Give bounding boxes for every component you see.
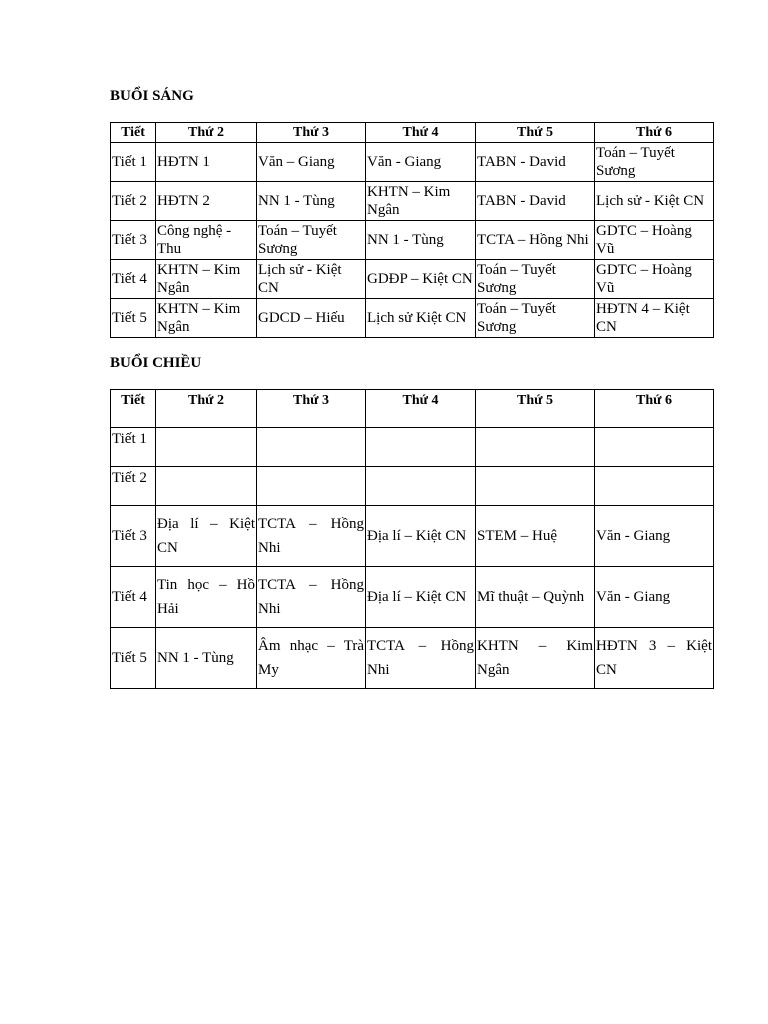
afternoon-timetable [110, 389, 714, 689]
table-cell: Địa lí – Kiệt CN [156, 506, 257, 567]
table-row [111, 628, 714, 689]
header-row [111, 390, 714, 428]
table-cell [257, 467, 366, 506]
table-cell: GDĐP – Kiệt CN [366, 260, 476, 299]
table-cell [156, 467, 257, 506]
table-cell [476, 428, 595, 467]
table-cell: TCTA – Hồng Nhi [476, 221, 595, 260]
morning-timetable [110, 122, 714, 338]
table-cell: GDTC – Hoàng Vũ [595, 221, 714, 260]
table-row [111, 143, 714, 182]
table-cell: HĐTN 4 – Kiệt CN [595, 299, 714, 338]
table-cell: NN 1 - Tùng [366, 221, 476, 260]
table-cell: HĐTN 1 [156, 143, 257, 182]
row-label: Tiết 4 [111, 567, 156, 628]
header-wednesday: Thứ 4 [366, 123, 476, 143]
table-row [111, 467, 714, 506]
table-cell: HĐTN 2 [156, 182, 257, 221]
table-cell: Toán – Tuyết Sương [257, 221, 366, 260]
table-cell: GDTC – Hoàng Vũ [595, 260, 714, 299]
table-cell: TABN - David [476, 182, 595, 221]
table-cell: NN 1 - Tùng [257, 182, 366, 221]
header-wednesday: Thứ 4 [366, 390, 476, 428]
morning-section-title: BUỔI SÁNG [110, 88, 194, 104]
table-cell: Toán – Tuyết Sương [595, 143, 714, 182]
table-cell: Âm nhạc – Trà My [257, 628, 366, 689]
header-tuesday: Thứ 3 [257, 123, 366, 143]
table-cell: TCTA – Hồng Nhi [257, 506, 366, 567]
table-row [111, 506, 714, 567]
row-label: Tiết 5 [111, 628, 156, 689]
table-cell [366, 467, 476, 506]
table-cell: Toán – Tuyết Sương [476, 299, 595, 338]
row-label: Tiết 5 [111, 299, 156, 338]
table-row [111, 182, 714, 221]
table-cell: KHTN – Kim Ngân [156, 260, 257, 299]
table-cell [476, 467, 595, 506]
table-cell: NN 1 - Tùng [156, 628, 257, 689]
header-period: Tiết [111, 390, 156, 428]
table-cell [595, 428, 714, 467]
table-cell: Văn - Giang [595, 506, 714, 567]
row-label: Tiết 1 [111, 143, 156, 182]
table-cell [595, 467, 714, 506]
table-cell: KHTN – Kim Ngân [366, 182, 476, 221]
row-label: Tiết 3 [111, 506, 156, 567]
table-cell: Địa lí – Kiệt CN [366, 506, 476, 567]
table-cell: KHTN – Kim Ngân [156, 299, 257, 338]
row-label: Tiết 4 [111, 260, 156, 299]
table-cell: Lịch sử - Kiệt CN [257, 260, 366, 299]
table-cell: Địa lí – Kiệt CN [366, 567, 476, 628]
table-cell: TCTA – Hồng Nhi [366, 628, 476, 689]
table-cell: TCTA – Hồng Nhi [257, 567, 366, 628]
header-thursday: Thứ 5 [476, 123, 595, 143]
header-monday: Thứ 2 [156, 390, 257, 428]
table-cell: Công nghệ - Thu [156, 221, 257, 260]
header-friday: Thứ 6 [595, 123, 714, 143]
table-cell: Lịch sử Kiệt CN [366, 299, 476, 338]
table-cell: HĐTN 3 – Kiệt CN [595, 628, 714, 689]
table-cell: Toán – Tuyết Sương [476, 260, 595, 299]
table-cell: TABN - David [476, 143, 595, 182]
table-row [111, 428, 714, 467]
table-cell [156, 428, 257, 467]
header-thursday: Thứ 5 [476, 390, 595, 428]
table-cell [366, 428, 476, 467]
table-cell: Văn - Giang [366, 143, 476, 182]
table-cell: Mĩ thuật – Quỳnh [476, 567, 595, 628]
table-row [111, 299, 714, 338]
header-row [111, 123, 714, 143]
table-cell: STEM – Huệ [476, 506, 595, 567]
row-label: Tiết 2 [111, 467, 156, 506]
header-period: Tiết [111, 123, 156, 143]
table-cell: GDCD – Hiếu [257, 299, 366, 338]
row-label: Tiết 1 [111, 428, 156, 467]
row-label: Tiết 3 [111, 221, 156, 260]
table-cell: Lịch sử - Kiệt CN [595, 182, 714, 221]
table-row [111, 567, 714, 628]
table-row [111, 260, 714, 299]
header-monday: Thứ 2 [156, 123, 257, 143]
table-cell: Văn – Giang [257, 143, 366, 182]
table-cell: Văn - Giang [595, 567, 714, 628]
table-cell: KHTN – Kim Ngân [476, 628, 595, 689]
afternoon-section-title: BUỔI CHIỀU [110, 355, 202, 371]
row-label: Tiết 2 [111, 182, 156, 221]
header-friday: Thứ 6 [595, 390, 714, 428]
header-tuesday: Thứ 3 [257, 390, 366, 428]
table-cell: Tin học – Hồ Hải [156, 567, 257, 628]
table-cell [257, 428, 366, 467]
table-row [111, 221, 714, 260]
